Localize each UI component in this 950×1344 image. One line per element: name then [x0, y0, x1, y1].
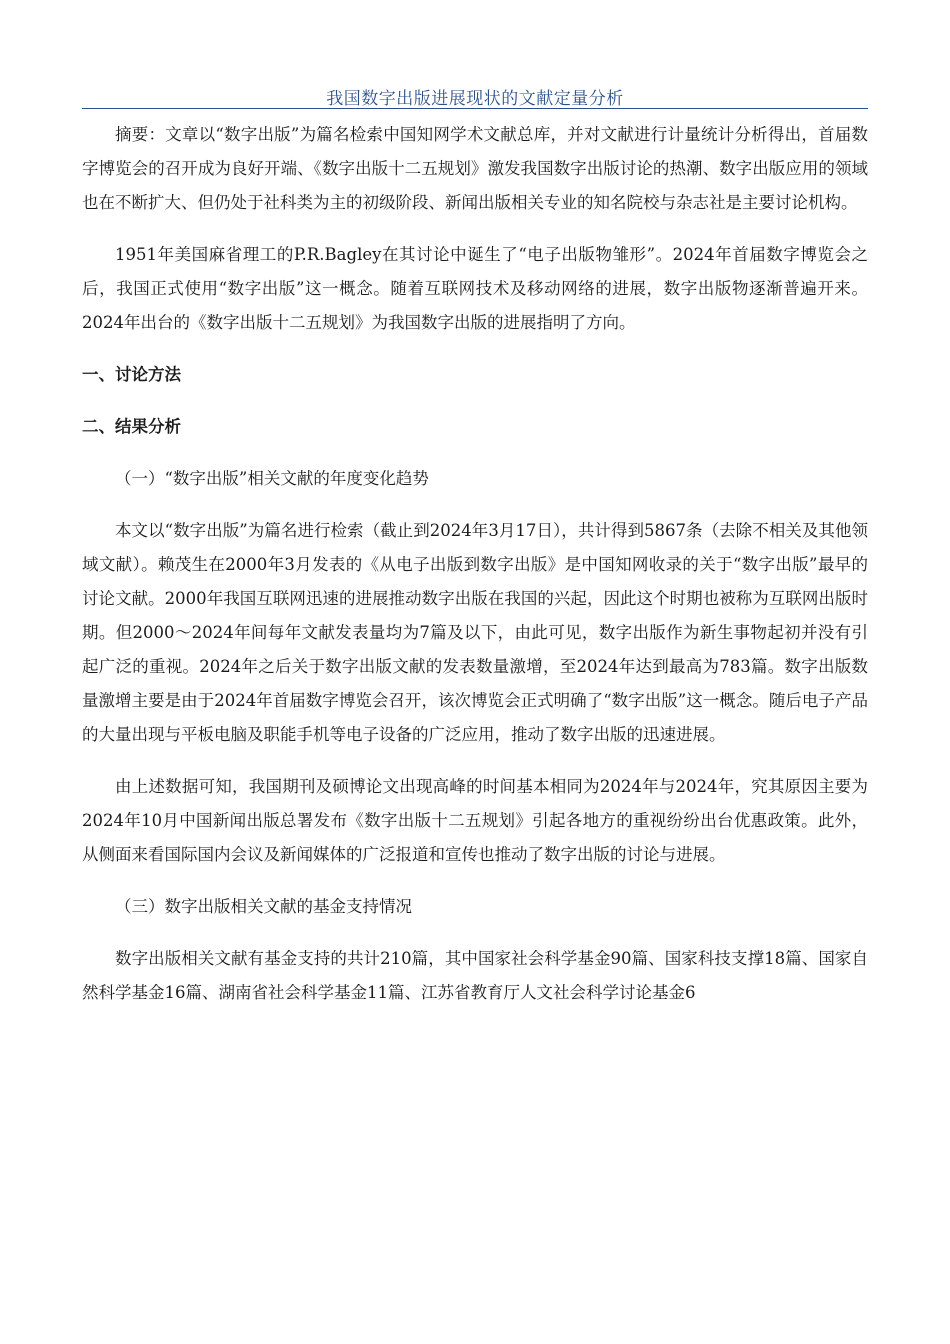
subsection-heading-annual-trend: （一）“数字出版”相关文献的年度变化趋势	[115, 469, 429, 488]
intro-paragraph: 1951年美国麻省理工的P.R.Bagley在其讨论中诞生了“电子出版物雏形”。2024年首届数字博览会之后，我国正式使用“数字出版”这一概念。随着互联网技术及移动网络的进展，数字出版物逐渐普遍开来。2024年出台的《数字出版十二五规划》为我国数字出版的进展指明了方向。	[82, 245, 868, 332]
body-paragraph-peak-analysis: 由上述数据可知，我国期刊及硕博论文出现高峰的时间基本相同为2024年与2024年，究其原因主要为2024年10月中国新闻出版总署发布《数字出版十二五规划》引起各地方的重视纷纷出台优惠政策。此外，从侧面来看国际国内会议及新闻媒体的广泛报道和宣传也推动了数字出版的讨论与进展。	[82, 777, 868, 864]
body-paragraph-annual-trend: 本文以“数字出版”为篇名进行检索（截止到2024年3月17日），共计得到5867条（去除不相关及其他领域文献）。赖茂生在2000年3月发表的《从电子出版到数字出版》是中国知网收录的关于“数字出版”最早的讨论文献。2000年我国互联网迅速的进展推动数字出版在我国的兴起，因此这个时期也被称为互联网出版时期。但2000～2024年间每年文献发表量均为7篇及以下，由此可见，数字出版作为新生事物起初并没有引起广泛的重视。2024年之后关于数字出版文献的发表数量激增，至2024年达到最高为783篇。数字出版数量激增主要是由于2024年首届数字博览会召开，该次博览会正式明确了“数字出版”这一概念。随后电子产品的大量出现与平板电脑及职能手机等电子设备的广泛应用，推动了数字出版的迅速进展。	[82, 521, 868, 744]
section-heading-results: 二、结果分析	[82, 417, 181, 436]
section-heading-methods: 一、讨论方法	[82, 365, 181, 384]
document-body	[82, 118, 868, 1010]
header-divider	[82, 108, 868, 109]
body-paragraph-funding: 数字出版相关文献有基金支持的共计210篇，其中国家社会科学基金90篇、国家科技支撑18篇、国家自然科学基金16篇、湖南省社会科学基金11篇、江苏省教育厅人文社会科学讨论基金6	[82, 949, 868, 1002]
running-header-title: 我国数字出版进展现状的文献定量分析	[326, 89, 624, 109]
subsection-heading-funding: （三）数字出版相关文献的基金支持情况	[115, 897, 412, 916]
abstract-paragraph: 摘要：文章以“数字出版”为篇名检索中国知网学术文献总库，并对文献进行计量统计分析得出，首届数字博览会的召开成为良好开端、《数字出版十二五规划》激发我国数字出版讨论的热潮、数字出版应用的领域也在不断扩大、但仍处于社科类为主的初级阶段、新闻出版相关专业的知名院校与杂志社是主要讨论机构。	[82, 125, 868, 212]
